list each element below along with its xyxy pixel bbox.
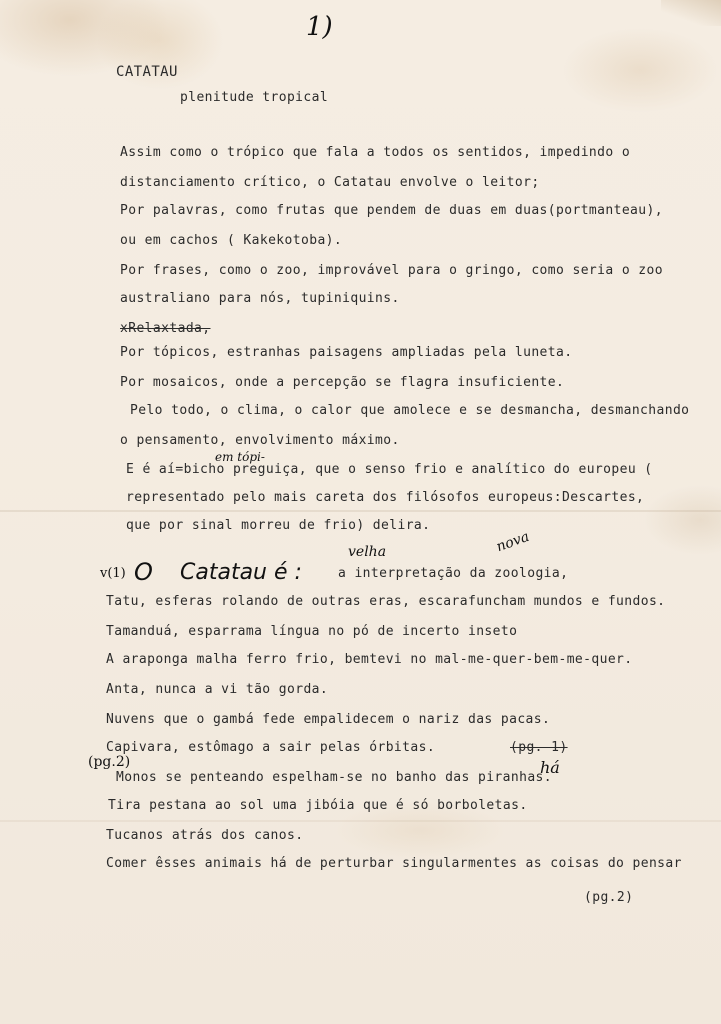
paper-fold xyxy=(0,510,721,512)
handwritten-note: velha xyxy=(348,544,387,560)
quote-line: Tatu, esferas rolando de outras eras, escarafuncham mundos e fundos. xyxy=(106,594,666,609)
document-subtitle: plenitude tropical xyxy=(180,90,329,105)
handwritten-note: nova xyxy=(494,528,532,556)
quote-line: Tucanos atrás dos canos. xyxy=(106,828,304,843)
section-heading-rest: a interpretação da zoologia, xyxy=(338,566,569,581)
document-title: CATATAU xyxy=(116,64,178,80)
quote-line: Monos se penteando espelham-se no banho das piranhas. xyxy=(116,770,553,785)
paragraph-line: distanciamento crítico, o Catatau envolve o leitor; xyxy=(120,175,540,190)
handwritten-margin-mark: (pg.2) xyxy=(88,754,131,770)
struck-word: xRelaxtada, xyxy=(120,321,211,336)
handwritten-margin-mark: v(1) xyxy=(100,566,126,581)
paragraph-line: Por tópicos, estranhas paisagens ampliadas pela luneta. xyxy=(120,345,573,360)
paper-stain xyxy=(661,0,721,26)
quote-line: A araponga malha ferro frio, bemtevi no mal-me-quer-bem-me-quer. xyxy=(106,652,633,667)
paragraph-line: o pensamento, envolvimento máximo. xyxy=(120,433,400,448)
paragraph-line: Pelo todo, o clima, o calor que amolece e se desmancha, desmanchando xyxy=(130,403,690,418)
paragraph-line: E é aí=bicho preguiça, que o senso frio e analítico do europeu ( xyxy=(126,462,653,477)
quote-line: Tamanduá, esparrama língua no pó de incerto inseto xyxy=(106,624,518,639)
quote-line: Capivara, estômago a sair pelas órbitas. xyxy=(106,740,436,755)
paragraph-line: que por sinal morreu de frio) delira. xyxy=(126,518,431,533)
section-heading: Catatau é : xyxy=(180,560,302,585)
paragraph-line: Por mosaicos, onde a percepção se flagra insuficiente. xyxy=(120,375,565,390)
paragraph-line: Assim como o trópico que fala a todos os sentidos, impedindo o xyxy=(120,145,631,160)
quote-line: Nuvens que o gambá fede empalidecem o nariz das pacas. xyxy=(106,712,551,727)
paragraph-line: Por palavras, como frutas que pendem de duas em duas(portmanteau), xyxy=(120,203,663,218)
paragraph-line: australiano para nós, tupiniquins. xyxy=(120,291,400,306)
paper-fold xyxy=(0,820,721,822)
paragraph-line: ou em cachos ( Kakekotoba). xyxy=(120,233,343,248)
handwritten-note: em tópi- xyxy=(215,450,265,464)
quote-line: Anta, nunca a vi tão gorda. xyxy=(106,682,329,697)
section-heading-prefix: O xyxy=(134,558,153,586)
quote-line: Tira pestana ao sol uma jibóia que é só borboletas. xyxy=(108,798,528,813)
page-number-mark: 1) xyxy=(306,12,333,42)
handwritten-note: há xyxy=(540,758,560,777)
struck-page-note: (pg. 1) xyxy=(510,740,568,755)
paragraph-line: Por frases, como o zoo, improvável para o gringo, como seria o zoo xyxy=(120,263,663,278)
quote-line: Comer êsses animais há de perturbar singularmentes as coisas do pensar xyxy=(106,856,682,871)
page-footer-number: (pg.2) xyxy=(584,890,634,905)
paragraph-line: representado pelo mais careta dos filósofos europeus:Descartes, xyxy=(126,490,645,505)
